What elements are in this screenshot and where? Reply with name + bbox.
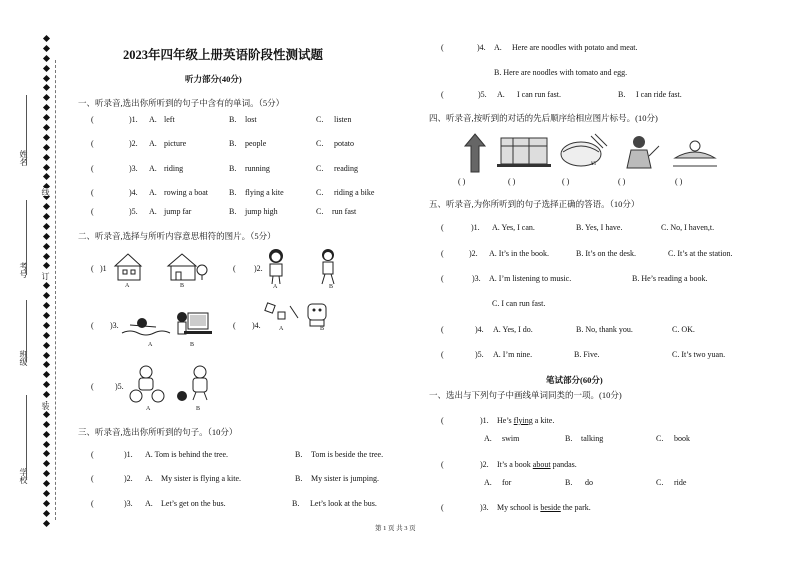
- option-a-text: jump far: [164, 207, 192, 216]
- answer-paren[interactable]: (: [91, 499, 94, 508]
- option-b-text: B. Five.: [574, 350, 600, 359]
- picture-label-b: B: [320, 326, 325, 332]
- option-c-text: C. I can run fast.: [492, 299, 546, 308]
- seal-char-bind: 订: [41, 272, 50, 280]
- picture-label-b: B: [196, 406, 201, 412]
- option-a-text: for: [502, 478, 512, 487]
- order-paren-1[interactable]: ( ): [458, 177, 466, 186]
- picture-label-b: B: [329, 284, 334, 290]
- option-b-text: people: [245, 139, 267, 148]
- option-a-letter: A.: [145, 474, 153, 483]
- section-4-heading: 四、听录音,按听到的对话的先后顺序给相应图片标号。(10分): [429, 113, 658, 123]
- order-paren-3[interactable]: ( ): [562, 177, 570, 186]
- seal-char-seal: 装: [41, 402, 50, 410]
- listening-heading: 听力部分(40分): [185, 74, 242, 84]
- option-a-letter: A.: [149, 188, 157, 197]
- item-number: )5.: [478, 90, 487, 99]
- answer-paren[interactable]: (: [441, 416, 444, 425]
- item-number: )4.: [475, 325, 484, 334]
- option-b-text: B. He’s reading a book.: [632, 274, 708, 283]
- option-c-text: ride: [674, 478, 687, 487]
- bear-cycling-picture: [126, 364, 221, 406]
- item-number: )4.: [477, 43, 486, 52]
- answer-paren[interactable]: (: [91, 207, 94, 216]
- picture-label-b: B: [190, 342, 195, 348]
- answer-paren[interactable]: (: [441, 223, 444, 232]
- picture-label-a: A: [125, 283, 130, 289]
- option-a-letter: A.: [484, 434, 492, 443]
- option-c-text: riding a bike: [334, 188, 375, 197]
- item-number: )2.: [480, 460, 489, 469]
- option-b-text: My sister is jumping.: [311, 474, 380, 483]
- answer-paren[interactable]: (: [441, 274, 444, 283]
- picture-label-b: B: [180, 283, 185, 289]
- answer-paren[interactable]: (: [91, 264, 94, 273]
- writing-heading: 笔试部分(60分): [546, 375, 603, 385]
- answer-paren[interactable]: (: [233, 264, 236, 273]
- item-number: )1.: [471, 223, 480, 232]
- picture-label-a: A: [273, 284, 278, 290]
- section-4-pictures: [455, 132, 720, 174]
- option-b-letter: B.: [229, 188, 237, 197]
- school-underline: [26, 395, 27, 480]
- option-b-text: lost: [245, 115, 257, 124]
- answer-paren[interactable]: (: [441, 325, 444, 334]
- option-a-text: I can run fast.: [517, 90, 561, 99]
- option-a-letter: A.: [149, 207, 157, 216]
- item-number: )2.: [254, 264, 263, 273]
- section-3-heading: 三、听录音,选出你所听到的句子。（10分）: [78, 427, 238, 437]
- option-c-letter: C.: [656, 434, 664, 443]
- answer-paren[interactable]: (: [441, 460, 444, 469]
- option-b-letter: B.: [565, 478, 573, 487]
- option-b-text: do: [585, 478, 593, 487]
- option-b-text: jump high: [245, 207, 278, 216]
- answer-paren[interactable]: (: [441, 503, 444, 512]
- option-a-text: A. Yes, I do.: [493, 325, 533, 334]
- option-b-letter: B.: [565, 434, 573, 443]
- option-a-text: A. Tom is behind the tree.: [145, 450, 229, 459]
- option-b-letter: B.: [229, 115, 237, 124]
- picture-label-a: A: [148, 342, 153, 348]
- option-c-text: C. It’s two yuan.: [672, 350, 726, 359]
- option-b-text: Tom is beside the tree.: [311, 450, 384, 459]
- picture-label-a: A: [279, 326, 284, 332]
- item-number: )1.: [129, 115, 138, 124]
- item-number: )3.: [124, 499, 133, 508]
- option-b-letter: B.: [229, 207, 237, 216]
- option-b-text: talking: [581, 434, 604, 443]
- item-number: )1.: [480, 416, 489, 425]
- option-b-text: B. Yes, I have.: [576, 223, 623, 232]
- item-number: )2.: [129, 139, 138, 148]
- option-a-text: Let’s get on the bus.: [161, 499, 226, 508]
- option-c-text: book: [674, 434, 690, 443]
- answer-paren[interactable]: (: [441, 350, 444, 359]
- item-number: )2.: [124, 474, 133, 483]
- item-number: )4.: [129, 188, 138, 197]
- option-a-text: rowing a boat: [164, 188, 208, 197]
- option-c-text: potato: [334, 139, 354, 148]
- option-a-letter: A.: [149, 164, 157, 173]
- section-5-heading: 五、听录音,为你所听到的句子选择正确的答语。（10分）: [429, 199, 640, 209]
- question-sentence: My school is beside the park.: [497, 503, 591, 512]
- option-b-letter: B.: [229, 164, 237, 173]
- item-number: )3.: [129, 164, 138, 173]
- option-a-text: My sister is flying a kite.: [161, 474, 241, 483]
- page-title: 2023年四年级上册英语阶段性测试题: [123, 48, 324, 62]
- question-sentence: He’s flying a kite.: [497, 416, 555, 425]
- name-label: 姓名: [19, 150, 28, 166]
- option-c-text: C. It’s at the station.: [668, 249, 733, 258]
- option-a-text: A. Yes, I can.: [492, 223, 535, 232]
- option-c-text: reading: [334, 164, 358, 173]
- option-a-text: swim: [502, 434, 520, 443]
- class-underline: [26, 300, 27, 362]
- answer-paren[interactable]: (: [91, 450, 94, 459]
- option-b-letter: B.: [295, 450, 303, 459]
- option-b-text: Let’s look at the bus.: [310, 499, 377, 508]
- option-b-letter: B.: [618, 90, 626, 99]
- item-number: )4.: [252, 321, 261, 330]
- option-b-letter: B.: [295, 474, 303, 483]
- option-a-text: A. It’s in the book.: [489, 249, 549, 258]
- option-a-letter: A.: [494, 43, 502, 52]
- item-number: )2.: [469, 249, 478, 258]
- option-b-text: running: [245, 164, 270, 173]
- option-a-letter: A.: [145, 499, 153, 508]
- question-sentence: It’s a book about pandas.: [497, 460, 577, 469]
- option-a-letter: A.: [497, 90, 505, 99]
- answer-paren[interactable]: (: [441, 249, 444, 258]
- answer-paren[interactable]: (: [91, 382, 94, 391]
- option-b-text: I can ride fast.: [636, 90, 682, 99]
- seal-diamond-border: [41, 36, 51, 526]
- answer-paren[interactable]: (: [91, 474, 94, 483]
- option-b-text: B. No, thank you.: [576, 325, 633, 334]
- option-c-text: C. No, I haven,t.: [661, 223, 715, 232]
- item-number: )5.: [115, 382, 124, 391]
- option-a-text: picture: [164, 139, 187, 148]
- seal-line: [55, 60, 56, 520]
- option-c-letter: C.: [316, 188, 324, 197]
- option-a-text: Here are noodles with potato and meat.: [512, 43, 638, 52]
- item-number: )1.: [124, 450, 133, 459]
- seal-char-line: 线: [41, 188, 50, 196]
- picture-label-a: A: [146, 406, 151, 412]
- item-number: )1: [100, 264, 107, 273]
- exam-number-label: 考号: [19, 262, 28, 278]
- answer-paren[interactable]: (: [91, 164, 94, 173]
- swimming-and-computer-picture: [120, 307, 215, 345]
- written-section-1-heading: 一、选出与下列句子中画线单词同类的一项。(10分): [429, 390, 622, 400]
- option-c-letter: C.: [316, 207, 324, 216]
- section-2-heading: 二、听录音,选择与所听内容意思相符的图片。（5分）: [78, 231, 276, 241]
- order-paren-2[interactable]: ( ): [508, 177, 516, 186]
- item-number: )3.: [472, 274, 481, 283]
- option-a-text: riding: [164, 164, 184, 173]
- item-number: )5.: [129, 207, 138, 216]
- option-b-text: B. It’s on the desk.: [576, 249, 636, 258]
- option-a-text: A. I’m nine.: [493, 350, 533, 359]
- option-c-letter: C.: [656, 478, 664, 487]
- answer-paren[interactable]: (: [233, 321, 236, 330]
- page-footer: 第 1 页 共 3 页: [375, 525, 416, 532]
- option-b-text: flying a kite: [245, 188, 284, 197]
- option-c-text: C. OK.: [672, 325, 695, 334]
- item-number: )3.: [480, 503, 489, 512]
- order-paren-5[interactable]: ( ): [675, 177, 683, 186]
- exam-number-underline: [26, 200, 27, 275]
- answer-paren[interactable]: (: [91, 115, 94, 124]
- answer-paren[interactable]: (: [441, 90, 444, 99]
- option-c-text: listen: [334, 115, 352, 124]
- option-c-letter: C.: [316, 139, 324, 148]
- section-1-heading: 一、听录音,选出你所听到的句子中含有的单词。（5分）: [78, 98, 285, 108]
- toys-picture: [262, 298, 342, 332]
- option-b-text: B. Here are noodles with tomato and egg.: [494, 68, 628, 77]
- option-c-text: run fast: [332, 207, 357, 216]
- answer-paren[interactable]: (: [441, 43, 444, 52]
- item-number: )5.: [475, 350, 484, 359]
- class-label: 班级: [19, 350, 28, 366]
- item-number: )3.: [110, 321, 119, 330]
- option-a-text: left: [164, 115, 175, 124]
- price-label: ¥5: [591, 162, 596, 167]
- option-b-letter: B.: [292, 499, 300, 508]
- option-a-letter: A.: [149, 139, 157, 148]
- option-a-text: A. I’m listening to music.: [489, 274, 572, 283]
- option-c-letter: C.: [316, 115, 324, 124]
- option-a-letter: A.: [484, 478, 492, 487]
- option-b-letter: B.: [229, 139, 237, 148]
- order-paren-4[interactable]: ( ): [618, 177, 626, 186]
- answer-paren[interactable]: (: [91, 188, 94, 197]
- name-underline: [26, 95, 27, 165]
- answer-paren[interactable]: (: [91, 139, 94, 148]
- answer-paren[interactable]: (: [91, 321, 94, 330]
- girls-picture: [262, 246, 354, 288]
- option-a-letter: A.: [149, 115, 157, 124]
- option-c-letter: C.: [316, 164, 324, 173]
- school-label: 学校: [19, 468, 28, 484]
